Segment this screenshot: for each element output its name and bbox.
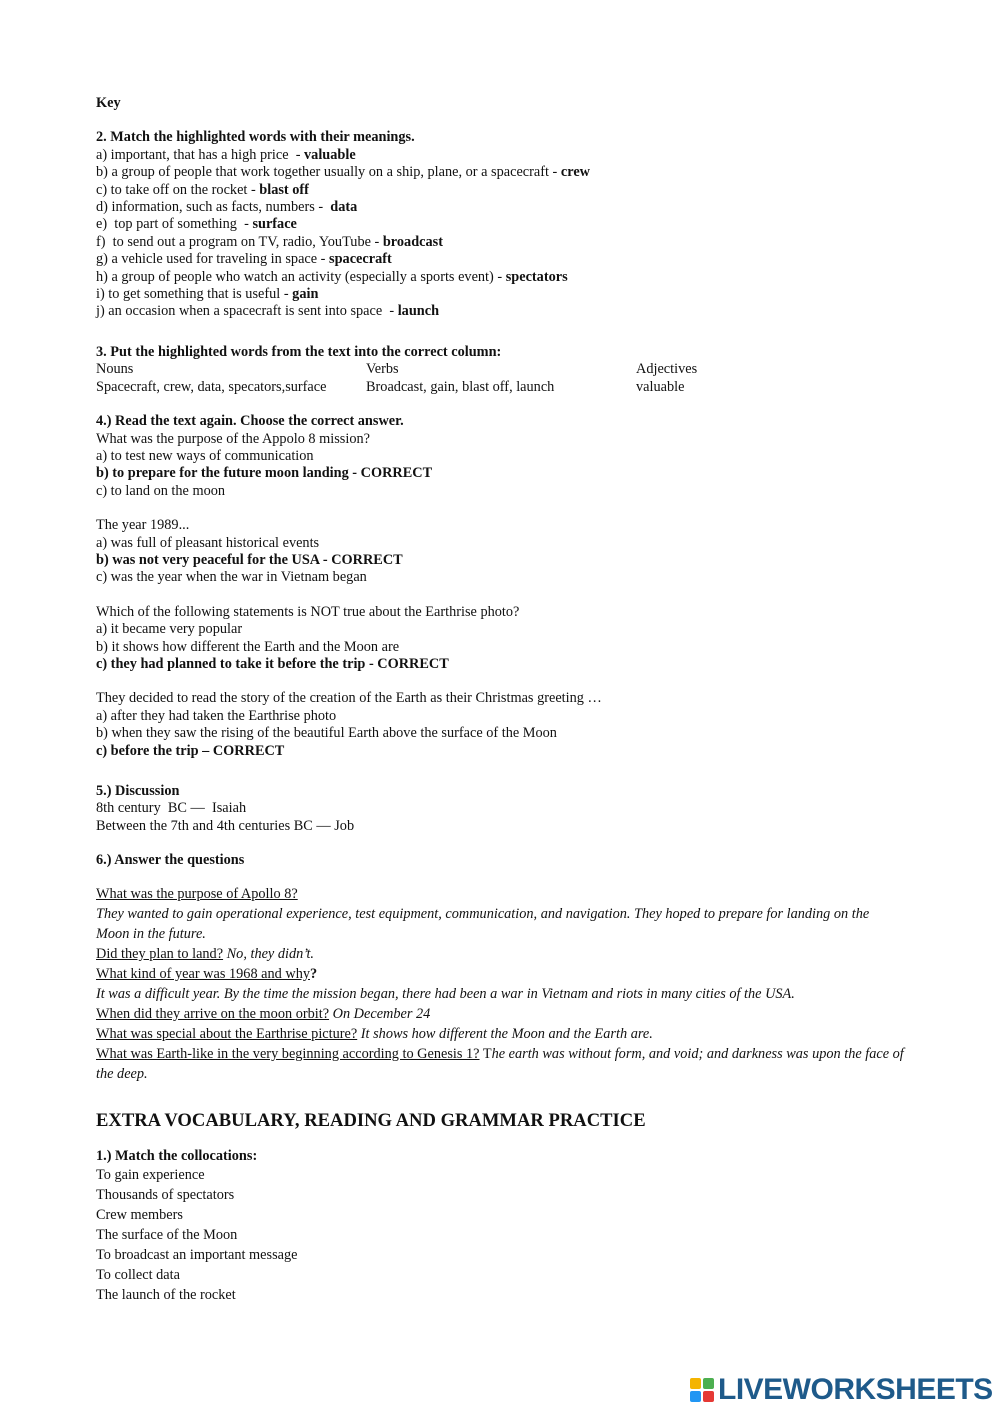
column-header-nouns: Nouns (96, 361, 134, 378)
question-1: What was the purpose of Apollo 8? (96, 885, 298, 902)
question-text: The year 1989... (96, 517, 190, 534)
option-b-correct: b) to prepare for the future moon landing - CORRECT (96, 465, 433, 482)
verbs-cell: Broadcast, gain, blast off, launch (366, 378, 555, 395)
option-b-correct: b) was not very peaceful for the USA - CORRECT (96, 551, 403, 568)
option-c: c) was the year when the war in Vietnam began (96, 569, 367, 586)
list-item: To gain experience (96, 1167, 205, 1184)
option-a: a) after they had taken the Earthrise photo (96, 707, 337, 724)
question-block-2 (96, 517, 906, 587)
qa-3: What kind of year was 1968 and why? (96, 965, 318, 982)
list-item: b) a group of people that work together usually on a ship, plane, or a spacecraft - crew (96, 164, 590, 181)
question-text: What was the purpose of the Appolo 8 mission? (96, 430, 370, 447)
option-c-correct: c) they had planned to take it before the trip - CORRECT (96, 655, 449, 672)
column-header-adjectives: Adjectives (636, 361, 698, 378)
question-block-1 (96, 431, 906, 501)
answer-2: No, they didn’t. (223, 945, 314, 962)
logo-text: LIVEWORKSHEETS (718, 1373, 993, 1406)
column-header-verbs: Verbs (366, 361, 399, 378)
column-values (96, 379, 906, 396)
answer-3: It was a difficult year. By the time the mission began, there had been a war in Vietnam and riots in many cities of the USA. (96, 985, 795, 1002)
answer-1: They wanted to gain operational experience, test equipment, communication, and navigation. They hoped to prepare for landing on the Moon in the future. (96, 905, 870, 942)
worksheet-key-page (96, 95, 906, 1305)
collocations-list (96, 1165, 906, 1305)
option-c: c) to land on the moon (96, 482, 226, 499)
qa-4 (96, 1004, 906, 1024)
list-item: g) a vehicle used for traveling in space - spacecraft (96, 251, 392, 268)
qa-2 (96, 944, 906, 964)
section-5-title: 5.) Discussion (96, 783, 180, 799)
list-item: The surface of the Moon (96, 1227, 238, 1244)
list-item: The launch of the rocket (96, 1287, 236, 1304)
extra-section-1-title: 1.) Match the collocations: (96, 1147, 258, 1164)
answers-block (96, 884, 906, 1084)
question-4: When did they arrive on the moon orbit? (96, 1005, 330, 1022)
section-4-title: 4.) Read the text again. Choose the correct answer. (96, 413, 404, 430)
answer-5: It shows how different the Moon and the Earth are. (357, 1025, 653, 1042)
list-item: c) to take off on the rocket - blast off (96, 181, 309, 198)
option-b: b) when they saw the rising of the beautiful Earth above the surface of the Moon (96, 725, 557, 742)
list-item: To broadcast an important message (96, 1247, 298, 1264)
list-item: j) an occasion when a spacecraft is sent into space - launch (96, 303, 440, 320)
discussion-line: Between the 7th and 4th centuries BC — Job (96, 817, 355, 834)
question-3: What kind of year was 1968 and why (96, 965, 310, 982)
list-item: Thousands of spectators (96, 1187, 235, 1204)
list-item: h) a group of people who watch an activity (especially a sports event) - spectators (96, 268, 568, 285)
section-6-title: 6.) Answer the questions (96, 852, 245, 869)
list-item: i) to get something that is useful - gain (96, 286, 319, 303)
question-5: What was special about the Earthrise picture? (96, 1025, 358, 1042)
list-item: f) to send out a program on TV, radio, YouTube - broadcast (96, 233, 443, 250)
nouns-cell: Spacecraft, crew, data, specators,surface (96, 378, 327, 395)
list-item: To collect data (96, 1267, 180, 1284)
answer-4: On December 24 (329, 1005, 431, 1022)
section-2-list (96, 147, 906, 321)
logo-tile (703, 1378, 714, 1389)
answer-6: he earth was without form, and void; and darkness was upon the face of the deep. (96, 1045, 904, 1082)
list-item: Crew members (96, 1207, 183, 1224)
question-6: What was Earth-like in the very beginning according to Genesis 1? (96, 1045, 480, 1062)
qa-6: What was Earth-like in the very beginning according to Genesis 1? The earth was without form, and void; and darkness was upon the face of the deep. (96, 1045, 904, 1082)
option-b: b) it shows how different the Earth and the Moon are (96, 638, 400, 655)
option-a: a) was full of pleasant historical events (96, 534, 320, 551)
adjectives-cell: valuable (636, 378, 685, 395)
section-3-title: 3. Put the highlighted words from the text into the correct column: (96, 343, 502, 360)
section-2-title: 2. Match the highlighted words with their meanings. (96, 129, 415, 146)
question-text: Which of the following statements is NOT true about the Earthrise photo? (96, 603, 520, 620)
question-block-4 (96, 690, 906, 760)
logo-tile (690, 1378, 701, 1389)
logo-tile (703, 1391, 714, 1402)
extra-heading: EXTRA VOCABULARY, READING AND GRAMMAR PRACTICE (96, 1109, 646, 1131)
column-headers (96, 361, 906, 378)
logo-tile (690, 1391, 701, 1402)
logo-icon (690, 1378, 714, 1402)
question-block-3 (96, 604, 906, 674)
qa-5 (96, 1024, 906, 1044)
list-item: a) important, that has a high price - valuable (96, 146, 356, 163)
discussion-line: 8th century BC — Isaiah (96, 800, 247, 817)
list-item: d) information, such as facts, numbers - data (96, 199, 358, 216)
option-a: a) it became very popular (96, 621, 243, 638)
question-text: They decided to read the story of the creation of the Earth as their Christmas greeting … (96, 690, 602, 707)
key-title: Key (96, 95, 121, 111)
option-c-correct: c) before the trip – CORRECT (96, 742, 285, 759)
option-a: a) to test new ways of communication (96, 447, 314, 464)
list-item: e) top part of something - surface (96, 216, 297, 233)
question-2: Did they plan to land? (96, 945, 224, 962)
liveworksheets-logo[interactable] (690, 1374, 993, 1406)
